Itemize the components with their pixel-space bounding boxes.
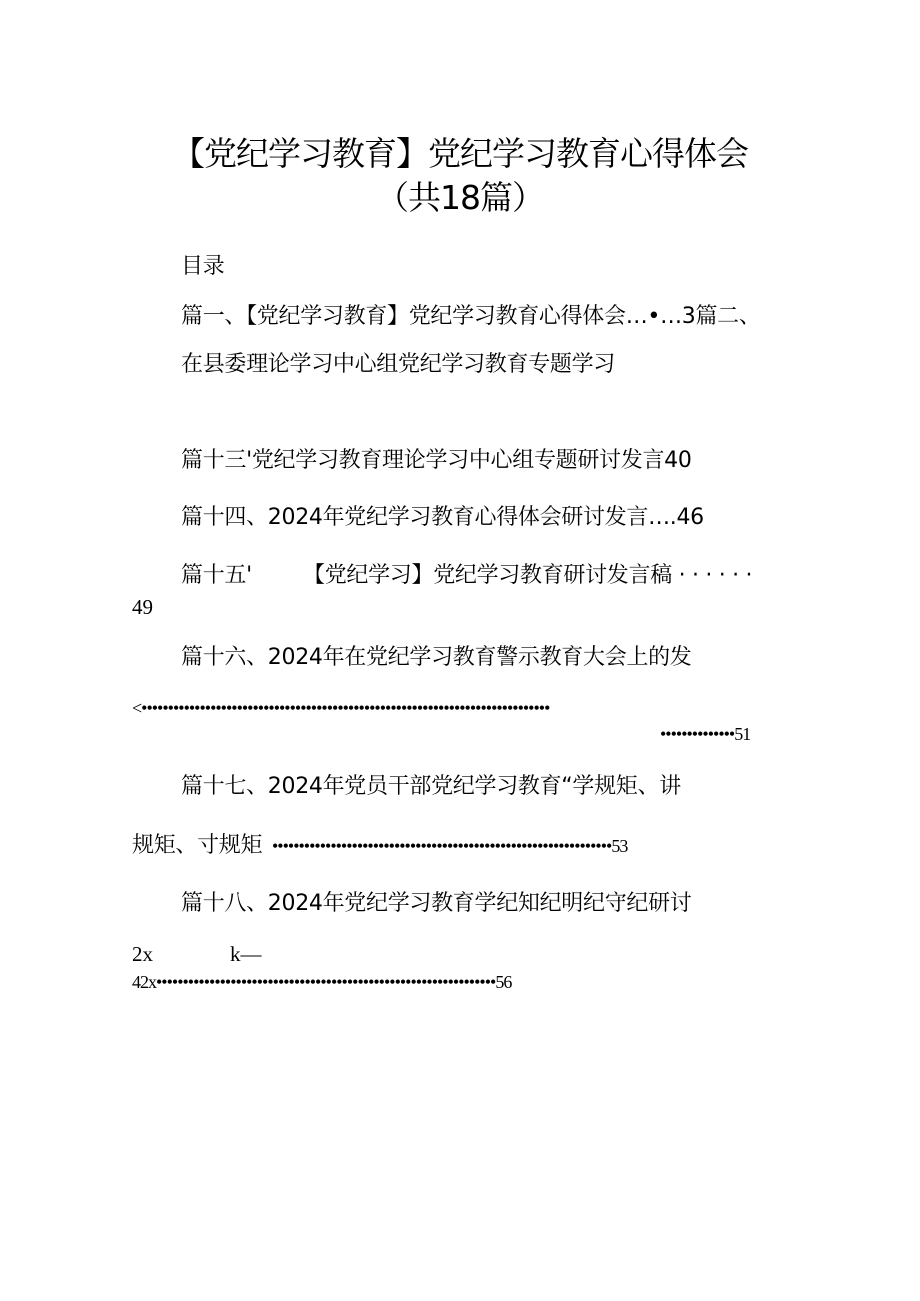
toc-entry-18-fragment-b: k— [230,942,262,966]
toc-entry-14: 篇十四、2024年党纪学习教育心得体会研讨发言….46 [181,505,704,530]
toc-entry-17-page: ••••••••••••••••••••••••••••••••••••••••••••••••••••••••••••••••53 [272,836,628,856]
toc-entry-18-fragment-a: 2x [132,942,153,966]
toc-entry-16: 篇十六、2024年在党纪学习教育警示教育大会上的发 [181,645,692,670]
toc-entry-18-page: 42x••••••••••••••••••••••••••••••••••••••••••••••••••••••••••••••••56 [132,972,512,992]
toc-entry-1-cont: 在县委理论学习中心组党纪学习教育专题学习 [181,352,616,377]
toc-entry-15-label: 篇十五' [181,563,252,588]
toc-entry-15-title: 【党纪学习】党纪学习教育研讨发言稿 · · · · · · [303,563,753,588]
toc-entry-17: 篇十七、2024年党员干部党纪学习教育“学规矩、讲 [181,774,681,799]
document-subtitle: （共18篇） [376,178,544,217]
toc-heading: 目录 [181,254,225,279]
toc-entry-16-page: ••••••••••••••51 [660,724,751,744]
document-title: 【党纪学习教育】党纪学习教育心得体会 [172,134,748,173]
toc-entry-17-cont: 规矩、寸规矩 [132,833,263,858]
toc-entry-15-page: 49 [132,595,153,619]
toc-entry-16-leader: <••••••••••••••••••••••••••••••••••••••••••••••••••••••••••••••••••••••••••••• [132,698,550,718]
toc-entry-13: 篇十三'党纪学习教育理论学习中心组专题研讨发言40 [181,448,692,473]
toc-entry-1: 篇一、【党纪学习教育】党纪学习教育心得体会…•…3篇二、 [181,304,761,329]
toc-entry-18: 篇十八、2024年党纪学习教育学纪知纪明纪守纪研讨 [181,891,692,916]
